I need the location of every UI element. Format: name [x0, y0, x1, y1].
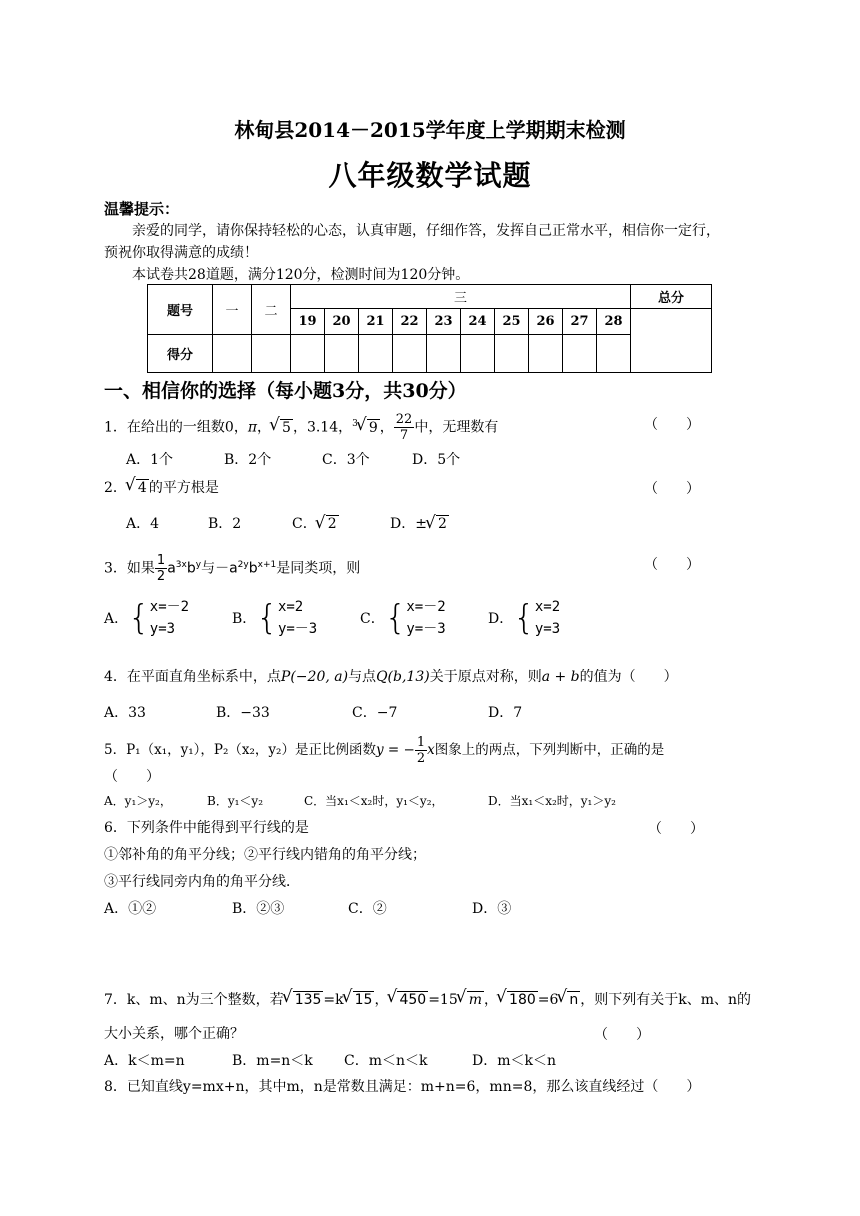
cbrt-9: √ 9: [358, 418, 380, 438]
table-sub-col: 28: [597, 309, 631, 335]
q7-option-a[interactable]: A．k＜m=n: [104, 1053, 185, 1069]
fraction-1-2: $\frac{1}{2}$: [156, 553, 166, 584]
score-cell[interactable]: [325, 335, 359, 373]
question-2: 2．√ 4 的平方根是: [104, 478, 219, 498]
question-1: 1．在给出的一组数0，π，√ 5 ，3.14，$^3$√ 9 ， $\frac{22}{7}$ 中，无理数有: [104, 412, 498, 443]
brace-icon: {: [513, 598, 535, 638]
sqrt-180: √ 180: [498, 990, 538, 1010]
score-cell[interactable]: [427, 335, 461, 373]
brace-icon: {: [384, 598, 407, 638]
q1-option-a[interactable]: A．1个: [126, 452, 174, 468]
question-7: 7．k、m、n为三个整数，若√ 135 =k√ 15 ，√ 450 =15√ m ，√ 180 =6√ n ，则下列有关于k、m、n的: [104, 990, 751, 1010]
q1-option-c[interactable]: C．3个: [322, 452, 370, 468]
q2-option-c[interactable]: C．√ 2: [292, 513, 339, 533]
score-cell[interactable]: [359, 335, 393, 373]
sqrt-4: √ 4: [127, 478, 149, 498]
tips-line-1: 亲爱的同学，请你保持轻松的心态，认真审题，仔细作答，发挥自己正常水平，相信你一定行，: [132, 223, 720, 239]
answer-paren-5[interactable]: （ ）: [104, 769, 160, 785]
q5-option-d[interactable]: D．当x₁＜x₂时，y₁＞y₂: [488, 794, 616, 808]
score-cell[interactable]: [495, 335, 529, 373]
sqrt-450: √ 450: [388, 990, 428, 1010]
sqrt-15: √ 15: [344, 990, 375, 1010]
answer-paren-7[interactable]: （ ）: [594, 1027, 650, 1043]
score-cell[interactable]: [291, 335, 325, 373]
score-cell[interactable]: [213, 335, 252, 373]
brace-icon: {: [128, 598, 150, 638]
q5-option-b[interactable]: B．y₁＜y₂: [207, 794, 263, 808]
table-col-3: 三: [291, 285, 631, 309]
q1-option-b[interactable]: B．2个: [224, 452, 272, 468]
tips-heading: 温馨提示：: [104, 200, 180, 218]
sqrt-2: √ 2: [317, 516, 339, 532]
table-header-score: 得分: [148, 335, 213, 373]
q3-option-b[interactable]: B．{ x=2 y=－3: [232, 598, 318, 638]
answer-paren-6[interactable]: （ ）: [648, 821, 704, 837]
section-1-title: 一、相信你的选择（每小题3分，共30分）: [104, 380, 467, 402]
question-6-line-2: ①邻补角的角平分线；②平行线内错角的角平分线；: [104, 847, 426, 863]
fraction-1-2: $\frac{1}{2}$: [416, 735, 426, 766]
answer-paren-3[interactable]: （ ）: [644, 557, 700, 573]
exam-subtitle: 八年级数学试题: [328, 159, 532, 192]
table-sub-col: 23: [427, 309, 461, 335]
answer-paren-1[interactable]: （ ）: [644, 417, 700, 433]
fraction-22-7: $\frac{22}{7}$: [395, 412, 413, 443]
q2-option-a[interactable]: A．4: [126, 516, 160, 532]
score-table: [147, 284, 712, 373]
q2-option-d[interactable]: D．±√ 2: [390, 513, 449, 533]
q7-option-d[interactable]: D．m＜k＜n: [472, 1053, 556, 1069]
q3-option-a[interactable]: A．{ x=－2 y=3: [104, 598, 190, 638]
table-sub-col: 27: [563, 309, 597, 335]
score-cell[interactable]: [461, 335, 495, 373]
sqrt-135: √ 135: [284, 990, 324, 1010]
sqrt-5: √ 5: [271, 418, 293, 438]
table-sub-col: 19: [291, 309, 325, 335]
table-sub-col: 24: [461, 309, 495, 335]
exam-title: 林甸县2014－2015学年度上学期期末检测: [234, 118, 626, 142]
q7-option-c[interactable]: C．m＜n＜k: [344, 1053, 428, 1069]
q3-option-d[interactable]: D．{ x=2 y=3: [488, 598, 561, 638]
answer-paren-2[interactable]: （ ）: [644, 481, 700, 497]
tips-line-2: 预祝你取得满意的成绩！: [104, 245, 258, 261]
q2-option-b[interactable]: B．2: [208, 516, 242, 532]
table-sub-col: 25: [495, 309, 529, 335]
sqrt-m: √ m: [458, 990, 484, 1010]
q5-option-c[interactable]: C．当x₁＜x₂时，y₁＜y₂，: [304, 794, 444, 808]
table-sub-col: 22: [393, 309, 427, 335]
q6-option-c[interactable]: C．②: [348, 901, 387, 917]
q6-option-b[interactable]: B．②③: [232, 901, 285, 917]
question-8: 8．已知直线y=mx+n，其中m，n是常数且满足：m+n=6，mn=8，那么该直线经过（ ）: [104, 1079, 701, 1095]
question-4: 4．在平面直角坐标系中，点P(−20, a)与点Q(b,13)关于原点对称，则a + b的值为（ ）: [104, 669, 678, 685]
score-cell[interactable]: [597, 335, 631, 373]
q4-option-c[interactable]: C．−7: [352, 705, 398, 721]
score-cell[interactable]: [563, 335, 597, 373]
q3-option-c[interactable]: C．{ x=－2 y=－3: [360, 598, 446, 638]
score-cell[interactable]: [529, 335, 563, 373]
question-7-line-2: 大小关系，哪个正确？: [104, 1026, 244, 1042]
q5-option-a[interactable]: A．y₁＞y₂，: [104, 794, 172, 808]
q4-option-a[interactable]: A．33: [104, 705, 146, 721]
q6-option-d[interactable]: D．③: [472, 901, 512, 917]
tips-line-3: 本试卷共28道题，满分120分，检测时间为120分钟。: [132, 267, 470, 283]
score-cell[interactable]: [252, 335, 291, 373]
table-col-1: 一: [213, 285, 252, 335]
q4-option-b[interactable]: B．−33: [216, 705, 270, 721]
table-total-header: 总分: [631, 285, 712, 309]
question-6-line-3: ③平行线同旁内角的角平分线．: [104, 874, 300, 890]
table-total-cell[interactable]: [631, 309, 712, 373]
table-sub-col: 20: [325, 309, 359, 335]
table-header-num: 题号: [148, 285, 213, 335]
sqrt-n: √ n: [558, 990, 580, 1010]
q7-option-b[interactable]: B．m=n＜k: [232, 1053, 313, 1069]
brace-icon: {: [256, 598, 278, 638]
table-sub-col: 21: [359, 309, 393, 335]
q6-option-a[interactable]: A．①②: [104, 901, 157, 917]
q1-option-d[interactable]: D．5个: [412, 452, 461, 468]
question-6: 6．下列条件中能得到平行线的是: [104, 820, 309, 836]
question-3: 3．如果 $\frac{1}{2}$ $a^{3x}b^y$与$-a^{2y}b^{x+1}$是同类项，则: [104, 553, 361, 584]
question-5: 5．P₁（x₁，y₁），P₂（x₂，y₂）是正比例函数y = − $\frac{1}{2}$ x图象上的两点，下列判断中，正确的是: [104, 735, 665, 766]
table-col-2: 二: [252, 285, 291, 335]
table-sub-col: 26: [529, 309, 563, 335]
q4-option-d[interactable]: D．7: [488, 705, 523, 721]
sqrt-2: √ 2: [427, 516, 449, 532]
score-cell[interactable]: [393, 335, 427, 373]
